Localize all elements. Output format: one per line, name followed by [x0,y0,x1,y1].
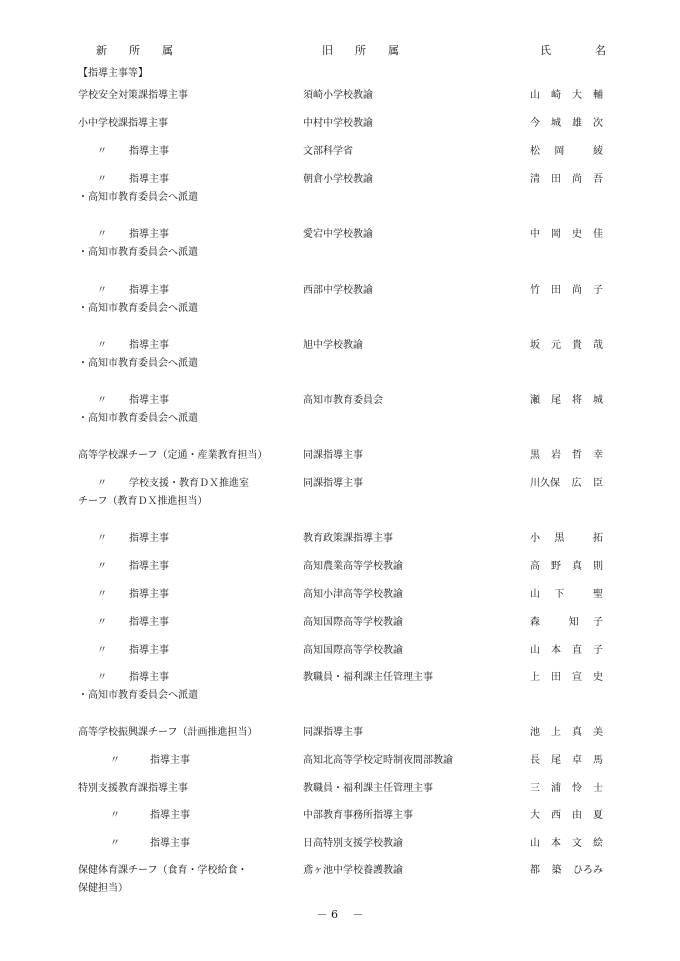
name-part: 長 [530,755,540,766]
name-part: 瀬 [530,395,540,406]
name-part: 直 [572,645,582,656]
name-part: 竹 [530,285,540,296]
name-part: 山 [530,90,540,101]
old-affiliation: 教職員・福利課主任管理主事 [303,672,433,683]
ditto-mark: 〃 [97,645,107,656]
name-part: 大 [530,810,540,821]
person-name [530,560,603,574]
name-part: 築 [551,865,562,876]
list-item [0,837,680,851]
old-affiliation: 同課指導主事 [303,727,363,738]
new-affiliation: 高等学校振興課チーフ（計画推進担当） [78,727,258,738]
old-affiliation: 旭中学校教諭 [303,340,363,351]
person-name [530,228,603,242]
name-part: 清 [530,174,540,185]
name-part: 本 [551,645,561,656]
name-part: 知 [568,617,579,628]
list-item [0,449,680,463]
name-part: 川久保 [530,478,560,489]
list-item [0,864,680,894]
name-part: 崎 [551,90,561,101]
new-affiliation: 指導主事 [129,340,169,351]
person-name [530,644,603,658]
header-old-affiliation: 旧 所 属 [322,44,399,57]
name-part: 下 [554,589,565,600]
person-name [530,864,603,878]
name-part: 怜 [572,783,582,794]
name-part: 文 [572,838,582,849]
name-part: 岡 [554,146,565,157]
name-part: 史 [593,672,603,683]
person-name [530,671,603,685]
name-part: 尚 [572,174,582,185]
new-affiliation: 高等学校課チーフ（定通・産業教育担当） [78,450,268,461]
list-item [0,754,680,768]
new-affiliation-note: ・高知市教育委員会へ派遣 [78,413,198,424]
new-affiliation: 指導主事 [129,146,169,157]
person-name [530,339,603,353]
name-part: 尾 [551,755,561,766]
list-item [0,284,680,314]
person-name [530,145,603,159]
name-part: 森 [530,617,540,628]
name-part: 次 [593,118,603,129]
ditto-mark: 〃 [110,755,120,766]
name-part: 浦 [551,783,561,794]
name-part: 絵 [593,838,603,849]
old-affiliation: 同課指導主事 [303,450,363,461]
ditto-mark: 〃 [110,838,120,849]
new-affiliation: 指導主事 [150,810,190,821]
new-affiliation: 指導主事 [129,645,169,656]
old-affiliation: 中部教育事務所指導主事 [303,810,413,821]
name-part: 子 [592,617,603,628]
person-name [530,449,603,463]
header-new-affiliation: 新 所 属 [96,44,173,57]
name-part: 真 [572,727,582,738]
list-item [0,89,680,103]
name-part: 元 [551,340,561,351]
name-part: 史 [572,229,582,240]
new-affiliation-note: ・高知市教育委員会へ派遣 [78,303,198,314]
list-item [0,726,680,740]
person-name [530,532,603,546]
ditto-mark: 〃 [97,340,107,351]
name-part: 黒 [554,533,565,544]
new-affiliation-note: チーフ（教育ＤＸ推進担当） [78,496,208,507]
old-affiliation: 西部中学校教諭 [303,285,373,296]
old-affiliation: 高知国際高等学校教諭 [303,617,403,628]
name-part: 高 [530,561,540,572]
list-item [0,671,680,701]
name-part: 将 [572,395,582,406]
ditto-mark: 〃 [97,533,107,544]
name-part: 拓 [592,533,603,544]
name-part: 野 [551,561,561,572]
name-part: 佳 [593,229,603,240]
person-name [530,782,603,796]
name-part: 広 [571,478,582,489]
list-item [0,616,680,630]
ditto-mark: 〃 [97,285,107,296]
name-part: 子 [593,285,603,296]
name-part: 西 [551,810,561,821]
name-part: 夏 [593,810,603,821]
new-affiliation: 指導主事 [129,589,169,600]
name-part: 都 [530,865,540,876]
name-part: 哉 [593,340,603,351]
ditto-mark: 〃 [97,229,107,240]
new-affiliation: 特別支援教育課指導主事 [78,783,188,794]
name-part: 大 [572,90,582,101]
new-affiliation: 指導主事 [129,617,169,628]
ditto-mark: 〃 [97,395,107,406]
ditto-mark: 〃 [110,810,120,821]
new-affiliation-note: 保健担当） [78,883,128,894]
old-affiliation: 高知農業高等学校教諭 [303,561,403,572]
new-affiliation: 小中学校課指導主事 [78,118,168,129]
old-affiliation: 愛宕中学校教諭 [303,229,373,240]
new-affiliation: 指導主事 [129,285,169,296]
name-part: 聖 [592,589,603,600]
new-affiliation: 指導主事 [129,561,169,572]
name-part: 雄 [572,118,582,129]
old-affiliation: 教職員・福利課主任管理主事 [303,783,433,794]
name-part: 本 [551,838,561,849]
ditto-mark: 〃 [97,561,107,572]
name-part: 上 [551,727,561,738]
name-part: 田 [551,174,561,185]
list-item [0,782,680,796]
name-part: 小 [530,533,540,544]
name-part: 黒 [530,450,540,461]
name-part: 臣 [593,478,603,489]
name-part: 城 [593,395,603,406]
list-item [0,228,680,258]
new-affiliation: 指導主事 [129,672,169,683]
new-affiliation: 指導主事 [150,838,190,849]
old-affiliation: 高知市教育委員会 [303,395,383,406]
name-part: 今 [530,118,540,129]
old-affiliation: 須崎小学校教諭 [303,90,373,101]
list-item [0,644,680,658]
name-part: 三 [530,783,540,794]
list-item [0,173,680,203]
old-affiliation: 中村中学校教諭 [303,118,373,129]
header-name: 氏 名 [540,44,606,57]
new-affiliation: 指導主事 [129,533,169,544]
list-item [0,560,680,574]
new-affiliation-note: ・高知市教育委員会へ派遣 [78,690,198,701]
list-item [0,145,680,159]
list-item [0,339,680,369]
name-part: 城 [551,118,561,129]
name-part: 子 [593,645,603,656]
name-part: 山 [530,645,540,656]
person-name [530,726,603,740]
name-part: 貴 [572,340,582,351]
ditto-mark: 〃 [97,478,107,489]
list-item [0,809,680,823]
old-affiliation: 鳶ヶ池中学校養護教諭 [303,865,403,876]
name-part: 尾 [551,395,561,406]
name-part: 真 [572,561,582,572]
name-part: 山 [530,589,540,600]
old-affiliation: 朝倉小学校教諭 [303,174,373,185]
name-part: 坂 [530,340,540,351]
new-affiliation: 保健体育課チーフ（食育・学校給食・ [78,865,248,876]
old-affiliation: 文部科学省 [303,146,353,157]
person-name [530,394,603,408]
name-part: 吾 [593,174,603,185]
ditto-mark: 〃 [97,174,107,185]
ditto-mark: 〃 [97,589,107,600]
name-part: 岩 [551,450,561,461]
list-item [0,532,680,546]
list-item [0,394,680,424]
list-item [0,588,680,602]
name-part: 宣 [572,672,582,683]
new-affiliation: 指導主事 [129,174,169,185]
person-name [530,117,603,131]
name-part: 美 [593,727,603,738]
list-item [0,117,680,131]
name-part: 士 [593,783,603,794]
name-part: 山 [530,838,540,849]
name-part: 上 [530,672,540,683]
list-item [0,477,680,507]
new-affiliation-note: ・高知市教育委員会へ派遣 [78,358,198,369]
name-part: 松 [530,146,540,157]
person-name [530,89,603,103]
new-affiliation: 学校安全対策課指導主事 [78,90,188,101]
old-affiliation: 日高特別支援学校教諭 [303,838,403,849]
name-part: 卓 [572,755,582,766]
section-label: 【指導主事等】 [78,68,148,79]
name-part: 則 [593,561,603,572]
person-name [530,837,603,851]
person-name [530,173,603,187]
name-part: 尚 [572,285,582,296]
person-name [530,588,603,602]
new-affiliation: 学校支援・教育ＤＸ推進室 [129,478,249,489]
person-name [530,284,603,298]
ditto-mark: 〃 [97,672,107,683]
name-part: 岡 [551,229,561,240]
new-affiliation: 指導主事 [129,229,169,240]
name-part: 田 [551,285,561,296]
name-part: 哲 [572,450,582,461]
ditto-mark: 〃 [97,617,107,628]
old-affiliation: 高知小津高等学校教諭 [303,589,403,600]
old-affiliation: 同課指導主事 [303,478,363,489]
name-part: 輔 [593,90,603,101]
new-affiliation-note: ・高知市教育委員会へ派遣 [78,192,198,203]
person-name [530,616,603,630]
person-name [530,477,603,491]
name-part: 由 [572,810,582,821]
name-part: 中 [530,229,540,240]
name-part: ひろみ [573,865,603,876]
new-affiliation: 指導主事 [150,755,190,766]
old-affiliation: 高知国際高等学校教諭 [303,645,403,656]
name-part: 田 [551,672,561,683]
new-affiliation: 指導主事 [129,395,169,406]
ditto-mark: 〃 [97,146,107,157]
old-affiliation: 教育政策課指導主事 [303,533,393,544]
old-affiliation: 高知北高等学校定時制夜間部教諭 [303,755,453,766]
person-name [530,754,603,768]
name-part: 幸 [593,450,603,461]
name-part: 馬 [593,755,603,766]
name-part: 池 [530,727,540,738]
page-number: － 6 － [316,908,364,921]
person-name [530,809,603,823]
new-affiliation-note: ・高知市教育委員会へ派遣 [78,247,198,258]
name-part: 綾 [592,146,603,157]
